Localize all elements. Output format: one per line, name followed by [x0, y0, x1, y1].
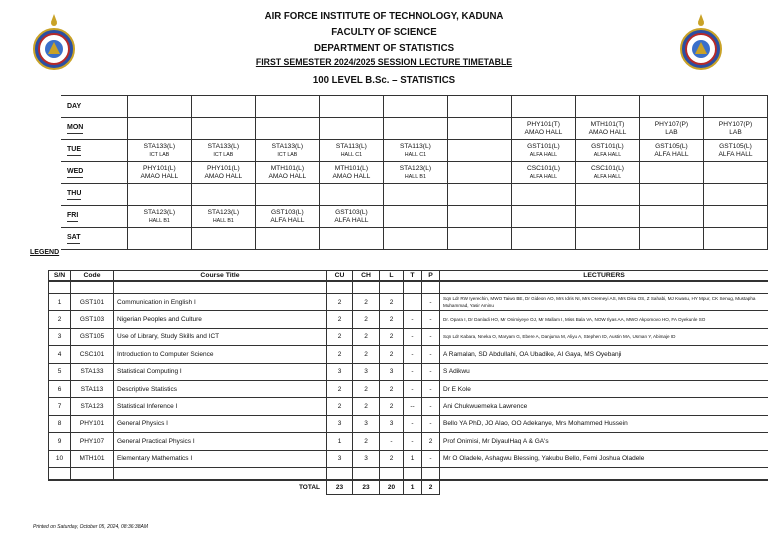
legend-column-header: S/N — [49, 271, 71, 282]
legend-cell-l: 2 — [380, 311, 404, 328]
legend-cell-p: - — [422, 346, 440, 363]
slot-venue: HALL B1 — [404, 173, 426, 180]
legend-cell-l: - — [380, 433, 404, 450]
slot-course: CSC101(L) — [590, 164, 624, 172]
legend-cell-ch: 2 — [353, 380, 380, 397]
day-label-text: TUE — [67, 146, 81, 156]
legend-total-row — [49, 480, 768, 495]
legend-cell-p: - — [422, 398, 440, 415]
timetable-slot — [127, 118, 191, 140]
legend-cell-title: Statistical Inference I — [114, 398, 327, 415]
timetable-slot — [639, 184, 703, 206]
day-label-text: WED — [67, 168, 83, 178]
slot-course: PHY107(P) — [718, 120, 753, 128]
timetable-grid — [61, 95, 768, 250]
time-slot-header — [575, 96, 639, 118]
legend-row — [49, 363, 768, 380]
slot-venue: HALL B1 — [212, 217, 234, 224]
timetable-slot — [639, 162, 703, 184]
timetable-slot — [383, 118, 447, 140]
legend-cell-l: 2 — [380, 328, 404, 345]
time-slot-header — [639, 96, 703, 118]
time-slot-header — [703, 96, 767, 118]
timetable-slot — [639, 228, 703, 250]
legend-cell-p: 2 — [422, 433, 440, 450]
legend-cell-p: - — [422, 363, 440, 380]
legend-cell-ch: 3 — [353, 363, 380, 380]
day-row-tue — [61, 140, 768, 162]
day-label — [61, 162, 127, 184]
timetable-slot — [255, 118, 319, 140]
legend-column-header: CU — [327, 271, 353, 282]
legend-column-header: T — [404, 271, 422, 282]
legend-cell-ch: 2 — [353, 311, 380, 328]
legend-cell-cu: 3 — [327, 363, 353, 380]
legend-cell-p: - — [422, 328, 440, 345]
legend-cell-title: Elementary Mathematics I — [114, 450, 327, 467]
legend-cell-title: General Physics I — [114, 415, 327, 432]
timetable-slot — [319, 140, 383, 162]
time-slot-header — [447, 96, 511, 118]
timetable-slot — [703, 206, 767, 228]
slot-venue: ALFA HALL — [593, 173, 622, 180]
day-label — [61, 118, 127, 140]
slot-course: MTH101(L) — [334, 164, 369, 172]
faculty-name: FACULTY OF SCIENCE — [331, 26, 437, 38]
legend-cell-lecturers: Sqn Ldr RW Iyerechin, MWO Taiwo BE, Dr Gideon AO, Mrs Idris NI, Mrs Oremeyi AS, Mrs Disu OS, Z Sahabi, MJ Kwasu, HY Mpur, CK Senug, Mustapha Muhammad, Yasir Aminu — [440, 294, 768, 311]
timetable-slot — [319, 118, 383, 140]
legend-cell-l: 2 — [380, 380, 404, 397]
timetable-slot — [383, 228, 447, 250]
legend-cell-t: - — [404, 380, 422, 397]
legend-cell-lecturers: S Adikwu — [440, 363, 768, 380]
legend-cell-code: GST103 — [71, 311, 114, 328]
day-row-fri — [61, 206, 768, 228]
timetable-slot — [447, 206, 511, 228]
legend-cell-code: MTH101 — [71, 450, 114, 467]
slot-venue: ICT LAB — [277, 151, 298, 158]
slot-course: STA123(L) — [399, 164, 432, 172]
timetable-slot — [511, 140, 575, 162]
legend-column-header: P — [422, 271, 440, 282]
slot-venue: LAB — [729, 128, 742, 136]
legend-cell-ch: 2 — [353, 398, 380, 415]
timetable-slot — [511, 184, 575, 206]
legend-cell-cu: 2 — [327, 398, 353, 415]
legend-cell-title: Descriptive Statistics — [114, 380, 327, 397]
print-timestamp: Printed on Saturday, October 05, 2024, 08:36:38AM — [33, 524, 148, 530]
slot-course: STA133(L) — [271, 142, 304, 150]
timetable-slot — [255, 228, 319, 250]
slot-course: GST105(L) — [719, 142, 752, 150]
legend-cell-cu: 2 — [327, 346, 353, 363]
day-row-mon — [61, 118, 768, 140]
legend-cell-lecturers: Prof Onimisi, Mr DiyaulHaq A & GA's — [440, 433, 768, 450]
legend-cell-code: STA123 — [71, 398, 114, 415]
time-slot-header — [511, 96, 575, 118]
slot-course: PHY101(T) — [526, 120, 560, 128]
slot-course: PHY101(L) — [143, 164, 176, 172]
slot-venue: AMAO HALL — [268, 172, 307, 180]
timetable-slot — [447, 228, 511, 250]
timetable-slot — [447, 140, 511, 162]
timetable-slot — [447, 118, 511, 140]
timetable-slot — [575, 118, 639, 140]
timetable-slot — [703, 118, 767, 140]
legend-cell-title: Nigerian Peoples and Culture — [114, 311, 327, 328]
slot-venue: LAB — [665, 128, 678, 136]
timetable-slot — [127, 140, 191, 162]
legend-cell-p: - — [422, 450, 440, 467]
slot-venue: ALFA HALL — [718, 150, 753, 158]
slot-course: STA113(L) — [399, 142, 431, 150]
course-legend-table — [48, 270, 768, 495]
time-slot-header — [127, 96, 191, 118]
legend-column-header: CH — [353, 271, 380, 282]
slot-venue: HALL C1 — [340, 151, 363, 158]
day-label-text: FRI — [67, 212, 78, 222]
slot-venue: AMAO HALL — [140, 172, 179, 180]
legend-column-header: L — [380, 271, 404, 282]
legend-cell-ch: 3 — [353, 450, 380, 467]
slot-course: PHY107(P) — [654, 120, 689, 128]
timetable-slot — [703, 184, 767, 206]
slot-venue: AMAO HALL — [588, 128, 627, 136]
timetable-slot — [447, 162, 511, 184]
legend-cell-sn: 4 — [49, 346, 71, 363]
total-label: TOTAL — [71, 480, 327, 495]
timetable-title: FIRST SEMESTER 2024/2025 SESSION LECTURE TIMETABLE — [255, 57, 513, 68]
timetable-slot — [127, 206, 191, 228]
total-p: 2 — [422, 480, 440, 495]
day-row-thu — [61, 184, 768, 206]
legend-cell-t — [404, 294, 422, 311]
timetable-slot — [639, 140, 703, 162]
legend-cell-l: 3 — [380, 415, 404, 432]
legend-cell-title: Communication in English I — [114, 294, 327, 311]
timetable-slot — [255, 206, 319, 228]
slot-venue: ALFA HALL — [529, 151, 558, 158]
timetable-slot — [575, 184, 639, 206]
legend-spacer-row — [49, 281, 768, 294]
timetable-slot — [575, 162, 639, 184]
legend-cell-sn: 5 — [49, 363, 71, 380]
legend-cell-p: - — [422, 415, 440, 432]
timetable-slot — [319, 162, 383, 184]
legend-cell-cu: 2 — [327, 311, 353, 328]
legend-cell-t: - — [404, 311, 422, 328]
slot-course: GST103(L) — [335, 208, 368, 216]
timetable-slot — [319, 184, 383, 206]
slot-venue: ICT LAB — [213, 151, 234, 158]
legend-column-header: Course Title — [114, 271, 327, 282]
legend-cell-l: 2 — [380, 398, 404, 415]
timetable-slot — [703, 140, 767, 162]
timetable-slot — [447, 184, 511, 206]
legend-cell-ch: 2 — [353, 433, 380, 450]
legend-row — [49, 328, 768, 345]
timetable-slot — [511, 118, 575, 140]
timetable-slot — [575, 140, 639, 162]
legend-row — [49, 450, 768, 467]
timetable-slot — [383, 206, 447, 228]
legend-cell-t: - — [404, 433, 422, 450]
slot-venue: ALFA HALL — [334, 216, 369, 224]
slot-venue: AMAO HALL — [332, 172, 371, 180]
legend-cell-ch: 2 — [353, 346, 380, 363]
legend-cell-sn: 7 — [49, 398, 71, 415]
total-ch: 23 — [353, 480, 380, 495]
day-label — [61, 184, 127, 206]
legend-cell-sn: 1 — [49, 294, 71, 311]
timetable-slot — [191, 118, 255, 140]
total-spacer — [49, 480, 71, 495]
legend-row — [49, 346, 768, 363]
day-row-sat — [61, 228, 768, 250]
level-title: 100 LEVEL B.Sc. – STATISTICS — [312, 74, 456, 86]
timetable-slot — [127, 228, 191, 250]
legend-row — [49, 415, 768, 432]
legend-cell-p: - — [422, 380, 440, 397]
slot-course: GST103(L) — [271, 208, 304, 216]
total-cu: 23 — [327, 480, 353, 495]
slot-course: STA123(L) — [207, 208, 240, 216]
legend-cell-p: - — [422, 294, 440, 311]
legend-cell-lecturers: Bello YA PhD, JO Alao, OO Adekanye, Mrs Mohammed Hussein — [440, 415, 768, 432]
day-label — [61, 140, 127, 162]
timetable-slot — [255, 184, 319, 206]
timetable-header-row — [61, 96, 768, 118]
legend-cell-lecturers: Ani Chukwuemeka Lawrence — [440, 398, 768, 415]
timetable-slot — [575, 206, 639, 228]
slot-venue: HALL C1 — [404, 151, 427, 158]
timetable-slot — [191, 228, 255, 250]
timetable-slot — [191, 184, 255, 206]
legend-cell-l: 2 — [380, 346, 404, 363]
time-slot-header — [383, 96, 447, 118]
legend-cell-lecturers: Mr O Oladele, Ashagwu Blessing, Yakubu Bello, Femi Joshua Oladele — [440, 450, 768, 467]
legend-row — [49, 398, 768, 415]
legend-column-header: LECTURERS — [440, 271, 768, 282]
legend-cell-ch: 2 — [353, 294, 380, 311]
legend-cell-code: PHY101 — [71, 415, 114, 432]
time-slot-header — [255, 96, 319, 118]
slot-course: MTH101(L) — [270, 164, 305, 172]
legend-cell-cu: 2 — [327, 294, 353, 311]
legend-cell-ch: 3 — [353, 415, 380, 432]
legend-cell-l: 2 — [380, 450, 404, 467]
legend-cell-t: -- — [404, 398, 422, 415]
day-row-wed — [61, 162, 768, 184]
timetable-slot — [319, 228, 383, 250]
legend-cell-cu: 3 — [327, 415, 353, 432]
legend-cell-lecturers: A Ramalan, SD Abdullahi, OA Ubadike, AI Gaya, MS Oyebanji — [440, 346, 768, 363]
slot-course: STA133(L) — [207, 142, 240, 150]
slot-venue: ALFA HALL — [270, 216, 305, 224]
slot-venue: ALFA HALL — [529, 173, 558, 180]
day-label — [61, 228, 127, 250]
legend-cell-ch: 2 — [353, 328, 380, 345]
timetable-slot — [511, 228, 575, 250]
legend-cell-lecturers: Sqn Ldr Kabara, Nneka O, Maryam G, Ebere A, Danjuma M, Aliyu A, Stephen ID, Austin MA, Usman Y, Abimaje ID — [440, 328, 768, 345]
legend-cell-title: General Practical Physics I — [114, 433, 327, 450]
legend-cell-title: Use of Library, Study Skills and ICT — [114, 328, 327, 345]
institute-name: AIR FORCE INSTITUTE OF TECHNOLOGY, KADUNA — [264, 10, 504, 22]
time-slot-header — [191, 96, 255, 118]
legend-cell-t: 1 — [404, 450, 422, 467]
timetable-slot — [383, 162, 447, 184]
legend-row — [49, 311, 768, 328]
legend-cell-p: - — [422, 311, 440, 328]
slot-venue: AMAO HALL — [524, 128, 563, 136]
total-t: 1 — [404, 480, 422, 495]
legend-cell-code: GST105 — [71, 328, 114, 345]
legend-cell-code: STA133 — [71, 363, 114, 380]
legend-cell-sn: 8 — [49, 415, 71, 432]
timetable-slot — [575, 228, 639, 250]
legend-cell-code: GST101 — [71, 294, 114, 311]
slot-venue: ALFA HALL — [593, 151, 622, 158]
legend-cell-title: Statistical Computing I — [114, 363, 327, 380]
legend-cell-cu: 2 — [327, 380, 353, 397]
slot-course: GST101(L) — [591, 142, 624, 150]
slot-venue: AMAO HALL — [204, 172, 243, 180]
timetable-slot — [703, 162, 767, 184]
legend-cell-t: - — [404, 328, 422, 345]
timetable-slot — [703, 228, 767, 250]
slot-course: STA113(L) — [335, 142, 367, 150]
legend-cell-code: STA113 — [71, 380, 114, 397]
legend-spacer-row — [49, 467, 768, 480]
time-slot-header — [319, 96, 383, 118]
timetable-slot — [383, 184, 447, 206]
legend-title: LEGEND — [30, 249, 60, 256]
slot-course: MTH101(T) — [590, 120, 625, 128]
legend-cell-cu: 2 — [327, 328, 353, 345]
timetable-slot — [255, 140, 319, 162]
timetable-slot — [191, 162, 255, 184]
legend-cell-t: - — [404, 415, 422, 432]
legend-cell-title: Introduction to Computer Science — [114, 346, 327, 363]
slot-venue: ALFA HALL — [654, 150, 689, 158]
legend-cell-sn: 9 — [49, 433, 71, 450]
slot-course: GST105(L) — [655, 142, 688, 150]
timetable-slot — [319, 206, 383, 228]
slot-venue: ICT LAB — [149, 151, 170, 158]
timetable-slot — [191, 140, 255, 162]
day-label — [61, 206, 127, 228]
department-name: DEPARTMENT OF STATISTICS — [313, 42, 455, 54]
slot-course: CSC101(L) — [526, 164, 560, 172]
legend-cell-sn: 10 — [49, 450, 71, 467]
day-header: DAY — [61, 96, 127, 118]
total-l: 20 — [380, 480, 404, 495]
timetable-slot — [127, 184, 191, 206]
slot-course: STA123(L) — [143, 208, 176, 216]
legend-cell-t: - — [404, 363, 422, 380]
slot-course: PHY101(L) — [207, 164, 240, 172]
slot-course: GST101(L) — [527, 142, 560, 150]
legend-cell-code: CSC101 — [71, 346, 114, 363]
timetable-slot — [127, 162, 191, 184]
legend-row — [49, 433, 768, 450]
legend-cell-lecturers: Dr E Kole — [440, 380, 768, 397]
legend-row — [49, 380, 768, 397]
slot-venue: HALL B1 — [148, 217, 170, 224]
slot-course: STA133(L) — [143, 142, 176, 150]
total-spacer — [440, 480, 768, 495]
timetable-slot — [383, 140, 447, 162]
timetable-slot — [511, 206, 575, 228]
legend-cell-cu: 1 — [327, 433, 353, 450]
legend-cell-t: - — [404, 346, 422, 363]
day-label-text: SAT — [67, 234, 80, 244]
legend-row — [49, 294, 768, 311]
legend-cell-sn: 6 — [49, 380, 71, 397]
legend-column-header: Code — [71, 271, 114, 282]
timetable-slot — [639, 206, 703, 228]
day-label-text: THU — [67, 190, 81, 200]
timetable-slot — [255, 162, 319, 184]
timetable-slot — [511, 162, 575, 184]
timetable-slot — [639, 118, 703, 140]
legend-cell-code: PHY107 — [71, 433, 114, 450]
day-label-text: MON — [67, 124, 83, 134]
timetable-slot — [191, 206, 255, 228]
legend-cell-sn: 3 — [49, 328, 71, 345]
legend-cell-cu: 3 — [327, 450, 353, 467]
legend-cell-l: 3 — [380, 363, 404, 380]
legend-cell-l: 2 — [380, 294, 404, 311]
legend-cell-lecturers: Dr. Opara I, Dr Danladi HO, Mr Onimiyeye OJ, Mr Mallam I, Miss Bala VA, NOW Ilyas AA, MWO Akpomovo HO, FA Oyekunle SO — [440, 311, 768, 328]
legend-cell-sn: 2 — [49, 311, 71, 328]
